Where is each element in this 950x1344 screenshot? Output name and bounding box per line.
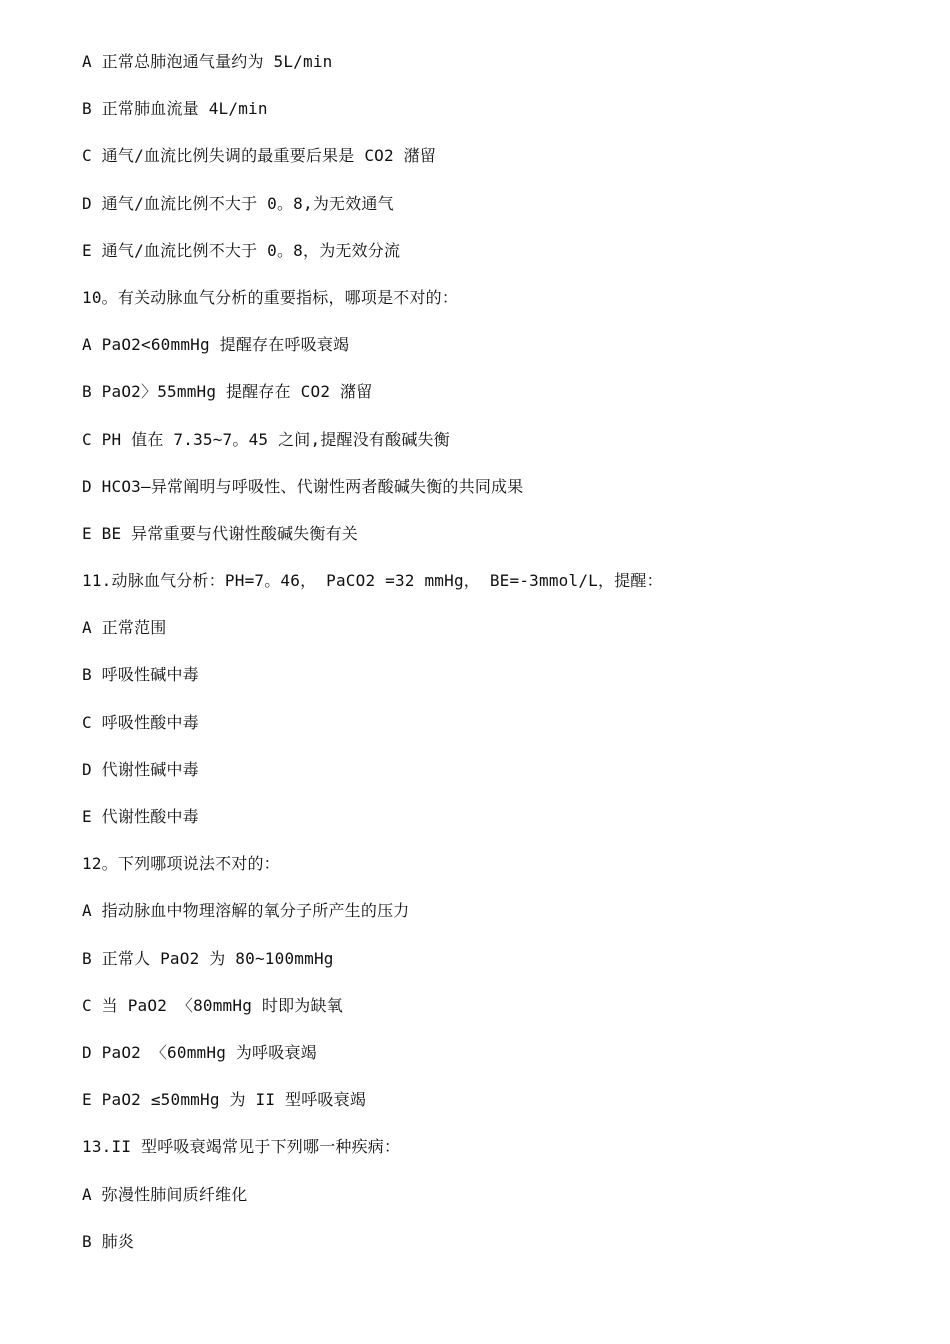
option-line: B 呼吸性碱中毒	[82, 665, 199, 685]
option-line: A 弥漫性肺间质纤维化	[82, 1184, 248, 1204]
option-line: D PaO2 〈60mmHg 为呼吸衰竭	[82, 1042, 317, 1062]
option-line: E PaO2 ≤50mmHg 为 II 型呼吸衰竭	[82, 1090, 367, 1110]
option-line: D 通气/血流比例不大于 0。8,为无效通气	[82, 193, 394, 213]
option-line: A 指动脉血中物理溶解的氧分子所产生的压力	[82, 901, 410, 921]
option-line: E BE 异常重要与代谢性酸碱失衡有关	[82, 523, 358, 543]
option-line: B 正常肺血流量 4L/min	[82, 99, 268, 119]
question-text-block	[82, 50, 922, 1277]
question-line: 13.II 型呼吸衰竭常见于下列哪一种疾病：	[82, 1137, 401, 1157]
option-line: C PH 值在 7.35~7。45 之间,提醒没有酸碱失衡	[82, 429, 450, 449]
option-line: E 通气/血流比例不大于 0。8，为无效分流	[82, 240, 401, 260]
option-line: C 呼吸性酸中毒	[82, 712, 199, 732]
option-line: C 通气/血流比例失调的最重要后果是 CO2 潴留	[82, 146, 437, 166]
question-line: 10。有关动脉血气分析的重要指标，哪项是不对的：	[82, 287, 459, 307]
option-line: B 正常人 PaO2 为 80~100mmHg	[82, 948, 334, 968]
option-line: E 代谢性酸中毒	[82, 807, 199, 826]
option-line: A 正常范围	[82, 618, 167, 638]
option-line: C 当 PaO2 〈80mmHg 时即为缺氧	[82, 995, 343, 1015]
option-line: D 代谢性碱中毒	[82, 759, 199, 779]
question-line: 12。下列哪项说法不对的：	[82, 854, 280, 874]
option-line: A 正常总肺泡通气量约为 5L/min	[82, 52, 333, 71]
option-line: B 肺炎	[82, 1231, 135, 1251]
question-line: 11.动脉血气分析：PH=7。46， PaCO2 =32 mmHg， BE=-3mmol/L，提醒：	[82, 571, 663, 591]
option-line: A PaO2<60mmHg 提醒存在呼吸衰竭	[82, 335, 350, 355]
option-line: B PaO2〉55mmHg 提醒存在 CO2 潴留	[82, 382, 373, 402]
option-line: D HCO3—异常阐明与呼吸性、代谢性两者酸碱失衡的共同成果	[82, 476, 524, 496]
